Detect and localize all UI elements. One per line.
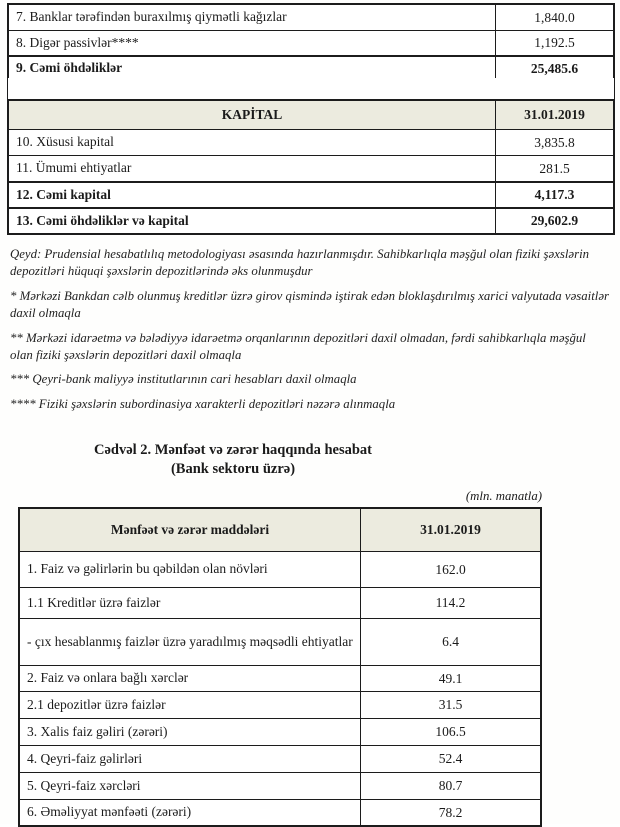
table-row [20,618,540,665]
row-label: 2.1 depozitlər üzrə faizlər [20,692,361,718]
table-row [20,718,540,745]
row-label: 8. Digər passivlər**** [9,31,496,55]
unit-note: (mln. manatla) [465,489,542,503]
table-row [9,155,613,181]
footnote-star3: *** Qeyri-bank maliyyə institutlarının cari hesabları daxil olmaqla [10,372,357,387]
row-value: 1,840.0 [534,9,575,25]
row-label: 13. Cəmi öhdəliklər və kapital [9,209,496,233]
profit-loss-table [18,507,542,827]
row-value: 49.1 [438,670,463,686]
table2-title-line1: Cədvəl 2. Mənfəət və zərər haqqında hesabat [93,442,372,458]
column-header-items: Mənfəət və zərər maddələri [20,509,361,551]
table-row [20,665,540,691]
row-label: 4. Qeyri-faiz gəlirləri [20,746,361,772]
row-label: 6. Əməliyyat mənfəəti (zərəri) [20,800,361,825]
table-row-total-capital [9,181,613,207]
table2-title-line2: (Bank sektoru üzrə) [170,460,296,477]
footnotes [10,246,611,420]
table-row-total-liabilities [9,55,613,80]
row-label: 10. Xüsusi kapital [9,130,496,155]
column-header-kapital: KAPİTAL [9,101,496,129]
profit-loss-header-row [20,509,540,551]
row-label: 3. Xalis faiz gəliri (zərəri) [20,719,361,745]
row-value: 4,117.3 [534,187,575,202]
capital-table [7,99,615,235]
table-row [20,551,540,587]
footnote-star2: ** Mərkəzi idarəetmə və bələdiyyə idarəetmə orqanlarının depozitləri daxil olmadan, fərdi sahibkarlıqla məşğul olan fiziki şəxslərin depozitləri daxil olmaqla [10,330,586,362]
row-value: 6.4 [442,634,459,649]
capital-table-header-row [9,101,613,129]
row-value: 106.5 [435,724,466,739]
table-row [9,30,613,55]
row-label: 2. Faiz və onlara bağlı xərclər [20,666,361,691]
row-value: 52.4 [438,751,463,766]
footnote-qeyd: Qeyd: Prudensial hesabatlılıq metodologiyası əsasında hazırlanmışdır. Sahibkarlıqla məşğul olan fiziki şəxslərin depozitləri hüquqi şəxslərin depozitlərində əks olunmuşdur [10,247,590,279]
row-value: 31.5 [438,697,463,712]
row-value: 29,602.9 [530,213,579,228]
table-row [20,745,540,772]
row-value: 1,192.5 [534,35,575,50]
row-label: 12. Cəmi kapital [9,183,496,207]
row-value: 162.0 [435,561,466,577]
column-header-date: 31.01.2019 [420,522,481,537]
row-label: 7. Banklar tərəfindən buraxılmış qiymətli kağızlar [9,5,496,30]
row-label: 1.1 Kreditlər üzrə faizlər [20,588,361,618]
row-label: 9. Cəmi öhdəliklər [9,57,496,80]
table-row [20,587,540,618]
row-value: 114.2 [435,595,466,610]
row-value: 78.2 [438,804,463,820]
row-label: 5. Qeyri-faiz xərcləri [20,773,361,799]
row-value: 281.5 [539,160,570,176]
row-value: 3,835.8 [534,134,575,150]
row-label: 11. Ümumi ehtiyatlar [9,156,496,181]
row-value: 80.7 [438,778,463,793]
table-row [20,799,540,825]
table-row [9,5,613,30]
table-row [20,772,540,799]
row-label: 1. Faiz və gəlirlərin bu qəbildən olan növləri [20,552,361,587]
table-row [20,691,540,718]
table-row [9,129,613,155]
table-row-total-liabilities-and-capital [9,207,613,233]
footnote-star4: **** Fiziki şəxslərin subordinasiya xarakterli depozitləri nəzərə alınmaqla [10,396,396,411]
liabilities-table [7,3,615,82]
footnote-star1: * Mərkəzi Bankdan cəlb olunmuş kreditlər üzrə girov qismində iştirak edən bloklaşdırılmış xarici valyutada vəsaitlər daxil olmaqla [10,288,609,321]
row-label: - çıx hesablanmış faizlər üzrə yaradılmış məqsədli ehtiyatlar [20,619,361,665]
column-header-date: 31.01.2019 [524,107,585,122]
table-spacer-row [7,78,615,99]
row-value: 25,485.6 [530,60,579,76]
table2-title [0,441,466,479]
